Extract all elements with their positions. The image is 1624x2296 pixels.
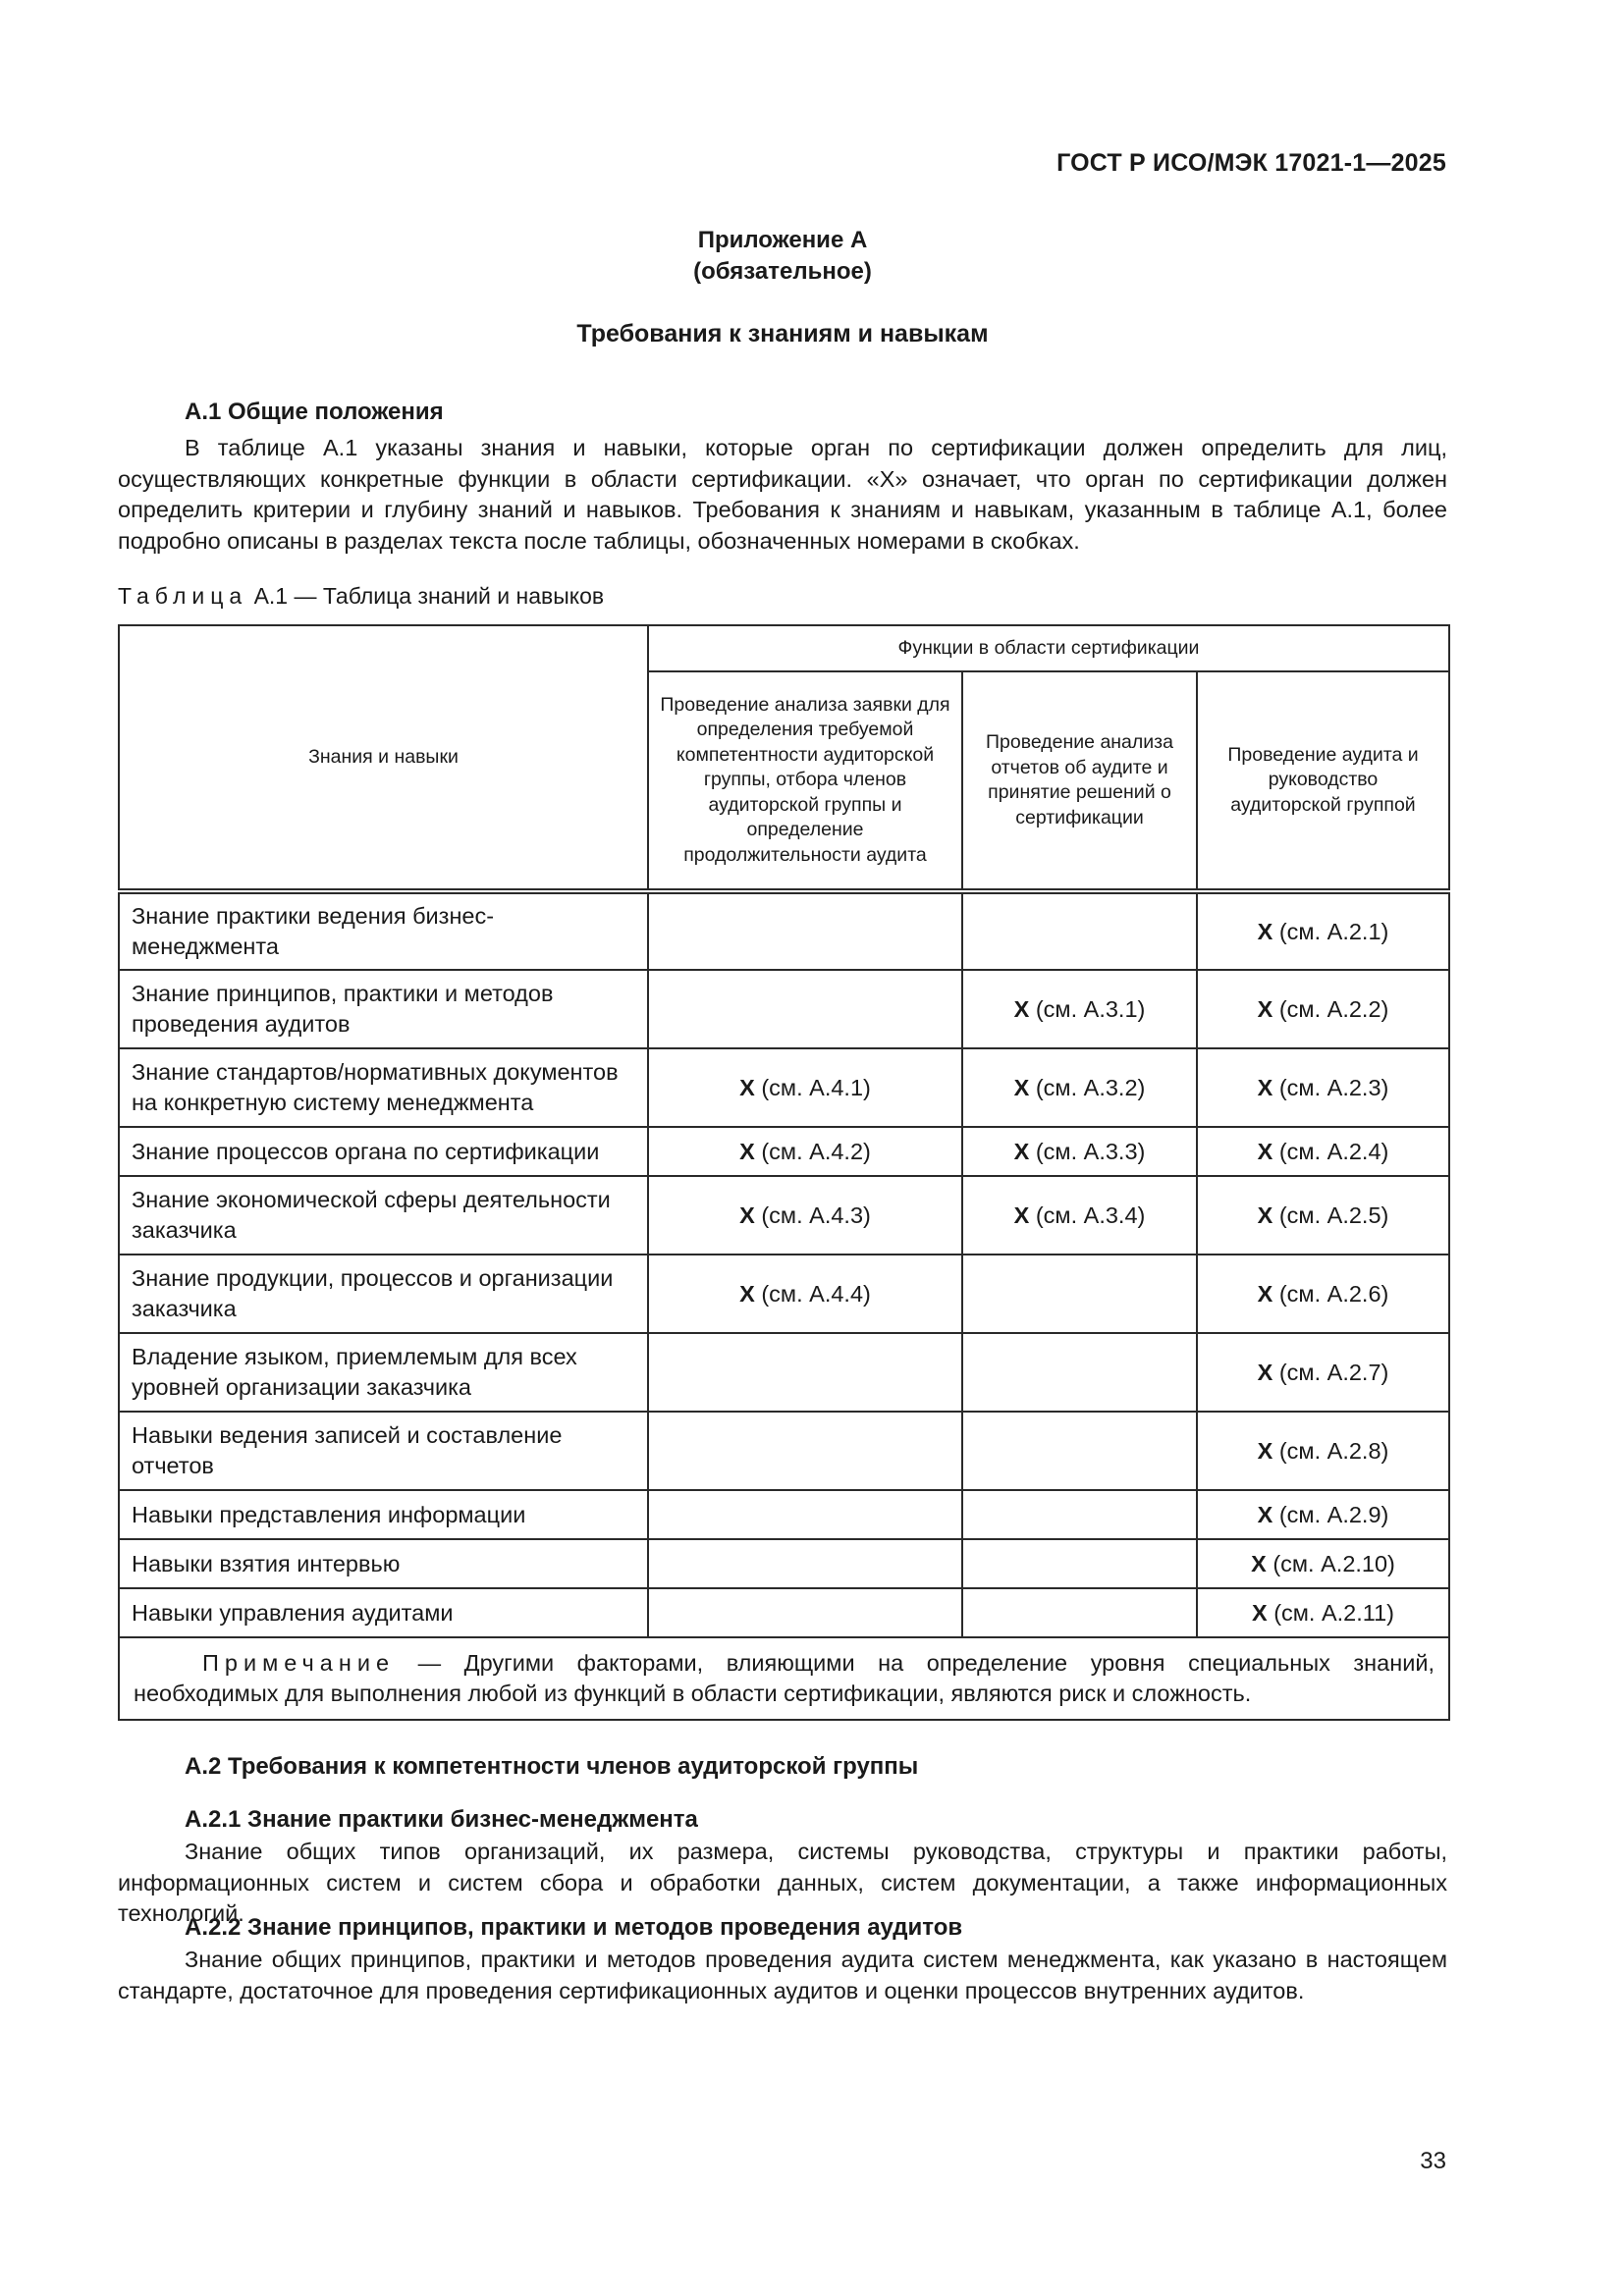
mark-cell-c1 — [648, 1588, 962, 1637]
mark-cell-c3 — [1197, 1176, 1449, 1255]
table-row — [119, 891, 1449, 970]
mark-reference: (см. А.3.4) — [1035, 1201, 1146, 1228]
mark-reference: (см. А.2.3) — [1278, 1074, 1389, 1100]
mark-x: X — [1251, 1550, 1267, 1576]
mark-cell-c2 — [962, 1176, 1197, 1255]
knowledge-cell: Навыки взятия интервью — [119, 1539, 648, 1588]
mark-x: X — [1013, 1138, 1030, 1164]
mark-x: X — [1257, 1201, 1273, 1228]
mark-cell-c3 — [1197, 1490, 1449, 1539]
mark-cell-c2 — [962, 1048, 1197, 1127]
mark-reference: (см. А.2.2) — [1278, 995, 1389, 1022]
table-caption-text: А.1 — Таблица знаний и навыков — [253, 583, 605, 609]
mark-reference: (см. А.2.8) — [1278, 1437, 1389, 1464]
mark-cell-c2 — [962, 1255, 1197, 1333]
mark-x: X — [739, 1138, 755, 1164]
mark-x: X — [739, 1074, 755, 1100]
mark-cell-c3 — [1197, 1255, 1449, 1333]
mark-cell-c2 — [962, 970, 1197, 1048]
mark-cell-c1 — [648, 891, 962, 970]
mark-x: X — [739, 1280, 755, 1307]
mark-cell-c2 — [962, 1412, 1197, 1490]
header-audit-leading: Проведение аудита и руководство аудиторской группой — [1197, 671, 1449, 891]
mark-cell-c3 — [1197, 1048, 1449, 1127]
section-a1-heading: А.1 Общие положения — [185, 399, 444, 425]
mark-cell-c3 — [1197, 970, 1449, 1048]
mark-x: X — [739, 1201, 755, 1228]
section-a21-heading: А.2.1 Знание практики бизнес-менеджмента — [185, 1806, 698, 1833]
header-functions-group: Функции в области сертификации — [648, 625, 1449, 671]
table-row — [119, 970, 1449, 1048]
mark-cell-c2 — [962, 891, 1197, 970]
mark-reference: (см. А.4.2) — [761, 1138, 871, 1164]
mark-cell-c3 — [1197, 1539, 1449, 1588]
mark-cell-c2 — [962, 1333, 1197, 1412]
knowledge-cell: Навыки управления аудитами — [119, 1588, 648, 1637]
knowledge-cell: Навыки ведения записей и составление отчетов — [119, 1412, 648, 1490]
mark-cell-c1 — [648, 1255, 962, 1333]
knowledge-cell: Знание практики ведения бизнес-менеджмента — [119, 891, 648, 970]
annex-title: Приложение А — [697, 227, 868, 253]
mark-x: X — [1257, 1437, 1273, 1464]
note-text: — Другими факторами, влияющими на определение уровня специальных знаний, необходимых для выполнения любой из функций в области сертификации, являются риск и сложность. — [134, 1650, 1435, 1706]
mark-x: X — [1257, 918, 1273, 944]
mark-reference: (см. А.2.4) — [1278, 1138, 1389, 1164]
mark-reference: (см. А.3.1) — [1035, 995, 1146, 1022]
mark-reference: (см. А.2.6) — [1278, 1280, 1389, 1307]
mark-x: X — [1013, 1074, 1030, 1100]
knowledge-cell: Знание принципов, практики и методов проведения аудитов — [119, 970, 648, 1048]
mark-cell-c1 — [648, 1539, 962, 1588]
mark-reference: (см. А.3.2) — [1035, 1074, 1146, 1100]
mark-cell-c2 — [962, 1539, 1197, 1588]
table-caption — [118, 583, 604, 610]
section-a21-text: Знание общих типов организаций, их размера, системы руководства, структуры и практики работы, информационных систем и систем сбора и обработки данных, систем документации, а также информационных технологий. — [118, 1839, 1447, 1926]
mark-reference: (см. А.2.5) — [1278, 1201, 1389, 1228]
document-code: ГОСТ Р ИСО/МЭК 17021-1—2025 — [1056, 149, 1446, 177]
mark-cell-c1 — [648, 970, 962, 1048]
mark-cell-c3 — [1197, 1127, 1449, 1176]
table-caption-label: Таблица — [118, 583, 248, 609]
mark-x: X — [1257, 995, 1273, 1022]
annex-heading: Требования к знаниям и навыкам — [576, 320, 989, 347]
mark-x: X — [1257, 1501, 1273, 1527]
note-label: Примечание — [202, 1650, 396, 1676]
mark-x: X — [1257, 1138, 1273, 1164]
mark-cell-c3 — [1197, 1333, 1449, 1412]
mark-cell-c1 — [648, 1048, 962, 1127]
mark-x: X — [1257, 1280, 1273, 1307]
mark-reference: (см. А.2.11) — [1273, 1599, 1395, 1626]
header-report-review: Проведение анализа отчетов об аудите и принятие решений о сертификации — [962, 671, 1197, 891]
knowledge-cell: Навыки представления информации — [119, 1490, 648, 1539]
table-row — [119, 1490, 1449, 1539]
table-row — [119, 1333, 1449, 1412]
knowledge-cell: Владение языком, приемлемым для всех уровней организации заказчика — [119, 1333, 648, 1412]
mark-cell-c1 — [648, 1127, 962, 1176]
mark-reference: (см. А.4.1) — [761, 1074, 871, 1100]
header-knowledge: Знания и навыки — [119, 625, 648, 891]
mark-cell-c2 — [962, 1127, 1197, 1176]
mark-cell-c2 — [962, 1588, 1197, 1637]
page-number: 33 — [1420, 2148, 1446, 2174]
mark-cell-c3 — [1197, 1588, 1449, 1637]
mark-cell-c1 — [648, 1333, 962, 1412]
mark-reference: (см. А.2.1) — [1278, 918, 1389, 944]
mark-reference: (см. А.4.4) — [761, 1280, 871, 1307]
mark-cell-c1 — [648, 1176, 962, 1255]
mark-cell-c1 — [648, 1412, 962, 1490]
mark-reference: (см. А.3.3) — [1035, 1138, 1146, 1164]
knowledge-skills-table — [118, 624, 1450, 1721]
section-a22-heading: А.2.2 Знание принципов, практики и методов проведения аудитов — [185, 1914, 963, 1941]
table-row — [119, 1176, 1449, 1255]
annex-kind: (обязательное) — [693, 258, 872, 285]
mark-x: X — [1257, 1074, 1273, 1100]
mark-x: X — [1013, 995, 1030, 1022]
knowledge-cell: Знание процессов органа по сертификации — [119, 1127, 648, 1176]
knowledge-cell: Знание стандартов/нормативных документов на конкретную систему менеджмента — [119, 1048, 648, 1127]
mark-reference: (см. А.2.10) — [1272, 1550, 1395, 1576]
section-a22-text: Знание общих принципов, практики и методов проведения аудита систем менеджмента, как указано в настоящем стандарте, достаточное для проведения сертификационных аудитов и оценки процессов внутренних аудитов. — [118, 1947, 1447, 2003]
section-a2-heading: А.2 Требования к компетентности членов аудиторской группы — [185, 1753, 919, 1780]
mark-cell-c3 — [1197, 1412, 1449, 1490]
table-note — [119, 1637, 1449, 1720]
table-body — [119, 891, 1449, 1637]
table-row — [119, 1412, 1449, 1490]
mark-cell-c1 — [648, 1490, 962, 1539]
mark-x: X — [1013, 1201, 1030, 1228]
table-row — [119, 1255, 1449, 1333]
table-row — [119, 1588, 1449, 1637]
header-application-review: Проведение анализа заявки для определения требуемой компетентности аудиторской группы, отбора членов аудиторской группы и определение продолжительности аудита — [648, 671, 962, 891]
knowledge-cell: Знание продукции, процессов и организации заказчика — [119, 1255, 648, 1333]
mark-reference: (см. А.4.3) — [761, 1201, 871, 1228]
table-row — [119, 1539, 1449, 1588]
table-row — [119, 1127, 1449, 1176]
mark-x: X — [1251, 1599, 1268, 1626]
mark-cell-c2 — [962, 1490, 1197, 1539]
mark-reference: (см. А.2.7) — [1278, 1359, 1389, 1385]
section-a1-paragraph: В таблице А.1 указаны знания и навыки, которые орган по сертификации должен определить для лиц, осуществляющих конкретные функции в области сертификации. «X» означает, что орган по сертификации должен определить критерии и глубину знаний и навыков. Требования к знаниям и навыкам, указанным в таблице А.1, более подробно описаны в разделах текста после таблицы, обозначенных номерами в скобках. — [118, 435, 1447, 554]
mark-reference: (см. А.2.9) — [1278, 1501, 1389, 1527]
mark-x: X — [1257, 1359, 1273, 1385]
knowledge-cell: Знание экономической сферы деятельности заказчика — [119, 1176, 648, 1255]
mark-cell-c3 — [1197, 891, 1449, 970]
table-row — [119, 1048, 1449, 1127]
